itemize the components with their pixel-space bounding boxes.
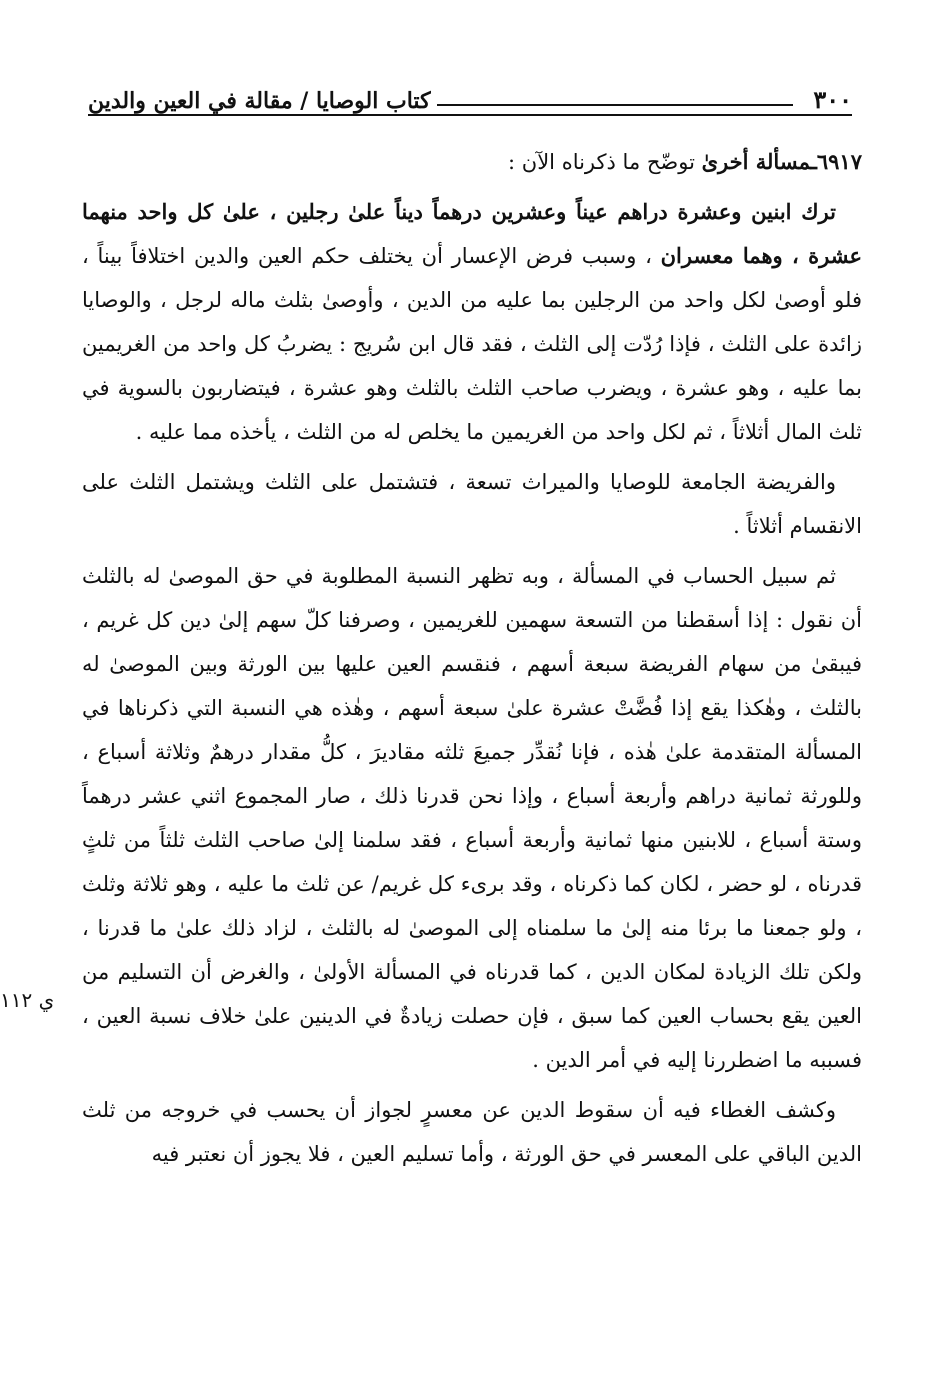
issue-intro: توضّح ما ذكرناه الآن : [508, 150, 702, 174]
running-header [88, 82, 852, 116]
case-statement: ترك ابنين وعشرة دراهم عيناً وعشرين درهماً ديناً علىٰ رجلين ، علىٰ كل واحد منهما عشرة ، وهما معسران [82, 199, 862, 268]
page-number: ٣٠٠ [813, 85, 852, 114]
margin-reference: ي ١١٢ [0, 988, 55, 1012]
paragraph-issue-heading [82, 140, 862, 184]
page-body [82, 140, 862, 1182]
paragraph-calculation: ثم سبيل الحساب في المسألة ، وبه تظهر النسبة المطلوبة في حق الموصىٰ له بالثلث أن نقول : إذا أسقطنا من التسعة سهمين للغريمين ، وصرفنا كلّ سهم إلىٰ دين كل غريم ، فيبقىٰ من سهام الفريضة سبعة أسهم ، فنقسم العين عليها بين الورثة وبين الموصىٰ له بالثلث ، وهٰكذا يقع إذا فُضَّتْ عشرة علىٰ سبعة أسهم ، وهٰذه هي النسبة التي ذكرناها في المسألة المتقدمة علىٰ هٰذه ، فإنا نُقدِّر جميعَ ثلثه مقاديرَ ، كلُّ مقدار درهمٌ وثلاثة أسباع ، وللورثة ثمانية دراهم وأربعة أسباع ، وإذا نحن قدرنا ذلك ، صار المجموع اثني عشر درهماً وستة أسباع ، للابنين منها ثمانية وأربعة أسباع ، فقد سلمنا إلىٰ صاحب الثلث ثلثاً من ثلثٍ قدرناه ، لو حضر ، لكان كما ذكرناه ، وقد برىء كل غريم/ عن ثلث ما عليه ، وهو ثلاثة وثلث ، ولو جمعنا ما برئا منه إلىٰ ما سلمناه إلى الموصىٰ له بالثلث ، لزاد ذلك علىٰ ما قدرنا ، ولكن تلك الزيادة لمكان الدين ، كما قدرناه في المسألة الأولىٰ ، والغرض أن التسليم من العين يقع بحساب العين كما سبق ، فإن حصلت زيادةٌ في الدينين علىٰ خلاف نسبة العين ، فسببه ما اضطررنا إليه في أمر الدين . [82, 564, 862, 1072]
paragraph-clarification: وكشف الغطاء فيه أن سقوط الدين عن معسرٍ لجواز أن يحسب في خروجه من ثلث الدين الباقي على المعسر في حق الورثة ، وأما تسليم العين ، فلا يجوز أن نعتبر فيه [82, 1098, 862, 1166]
paragraph-fraction: والفريضة الجامعة للوصايا والميراث تسعة ، فتشتمل على الثلث ويشتمل الثلث على الانقسام أثلاثاً . [82, 470, 862, 538]
issue-title: مسألة أخرىٰ [701, 149, 811, 174]
issue-number: ٦٩١٧ـ [810, 149, 862, 174]
running-title: كتاب الوصايا / مقالة في العين والدين [88, 88, 431, 114]
case-discussion: ، وسبب فرض الإعسار أن يختلف حكم العين والدين اختلافاً بيناً ، فلو أوصىٰ لكل واحد من الرجلين بما عليه من الدين ، وأوصىٰ بثلث ماله لرجل ، والوصايا زائدة على الثلث ، فإذا رُدّت إلى الثلث ، فقد قال ابن سُريج : يضربُ كل واحد من الغريمين بما عليه ، وهو عشرة ، ويضرب صاحب الثلث بالثلث وهو عشرة ، فيتضاربون بالسوية في ثلث المال أثلاثاً ، ثم لكل واحد من الغريمين ما يخلص له من الثلث ، يأخذه مما عليه . [82, 244, 862, 444]
header-rule [437, 104, 794, 106]
paragraph-case [82, 190, 862, 454]
